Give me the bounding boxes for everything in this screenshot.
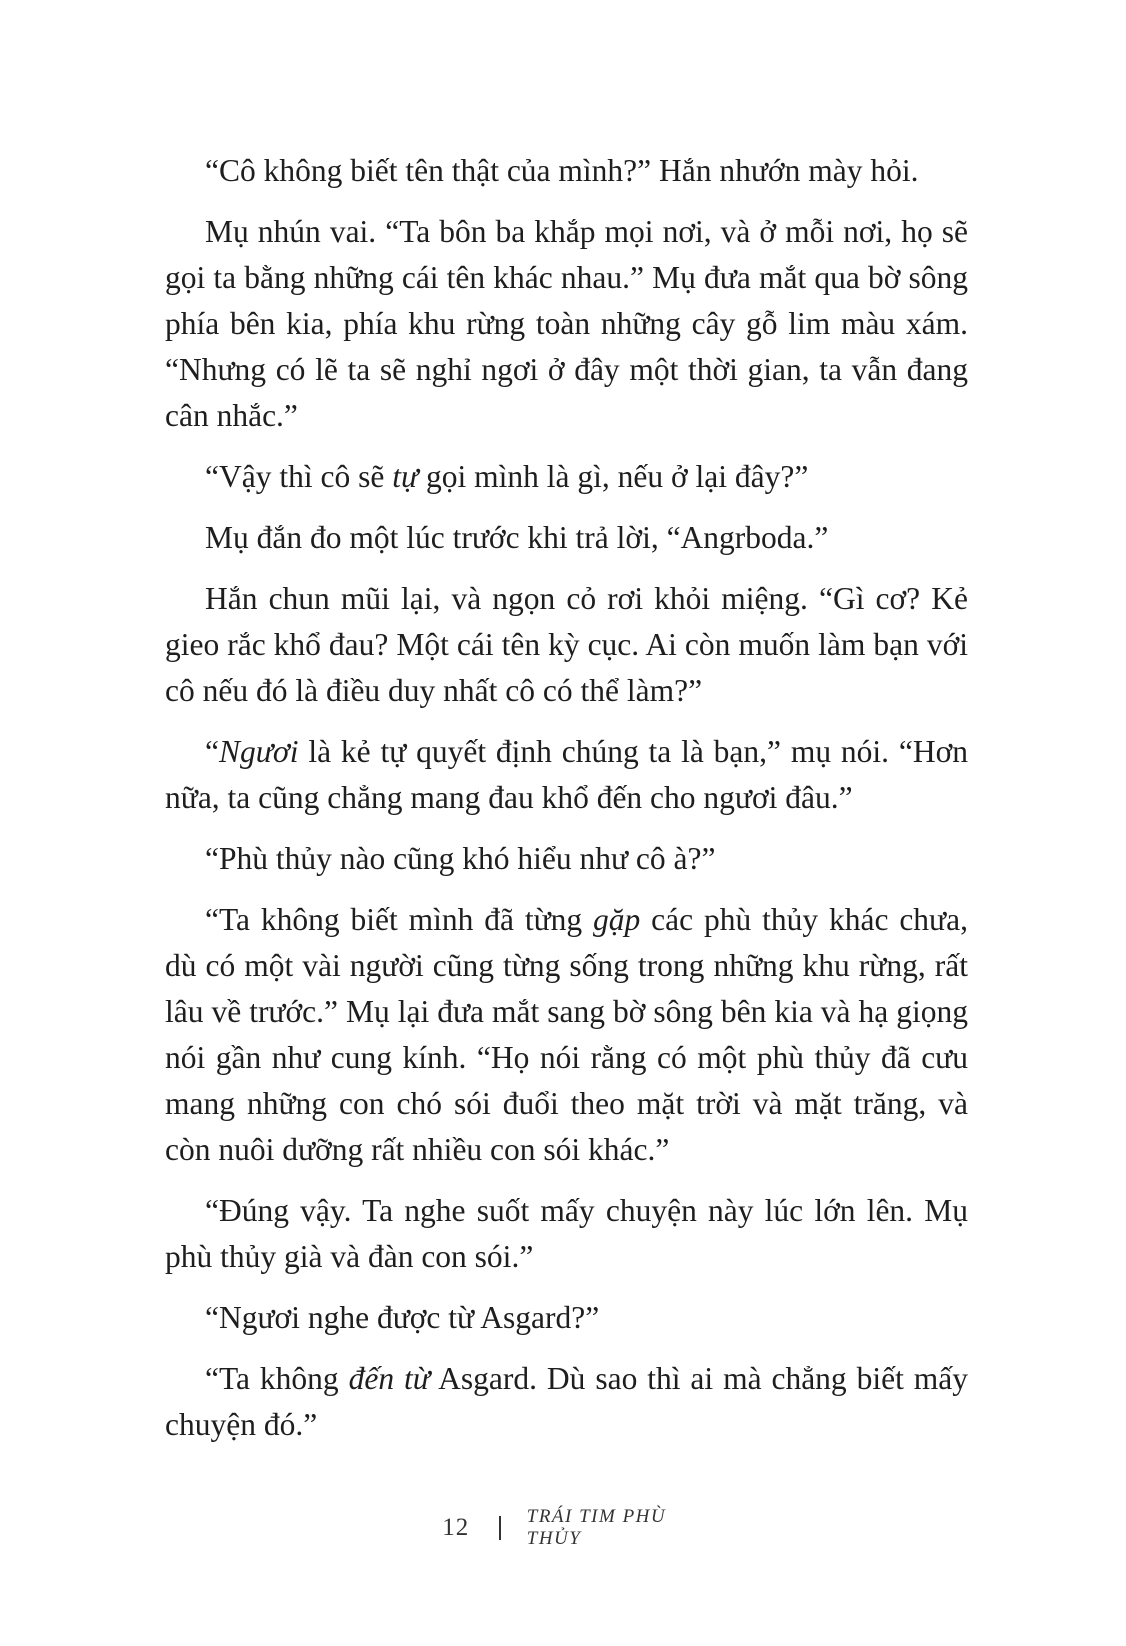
text-run: “Cô không biết tên thật của mình?” Hắn nhướn mày hỏi. [205,153,919,188]
text-run: “Phù thủy nào cũng khó hiểu như cô à?” [205,841,716,876]
text-run: các phù thủy khác chưa, dù có một vài người cũng từng sống trong những khu rừng, rất lâu về trước.” Mụ lại đưa mắt sang bờ sông bên kia và hạ giọng nói gần như cung kính. “Họ nói rằng có một phù thủy đã cưu mang những con chó sói đuổi theo mặt trời và mặt trăng, và còn nuôi dưỡng rất nhiều con sói khác.” [165,902,968,1167]
text-run: “Vậy thì cô sẽ [205,459,393,494]
text-run: “Ta không [205,1361,349,1396]
paragraph [165,576,968,714]
paragraph [165,729,968,821]
running-book-title: TRÁI TIM PHÙ THỦY [526,1506,667,1549]
text-run: Hắn chun mũi lại, và ngọn cỏ rơi khỏi miệng. “Gì cơ? Kẻ gieo rắc khổ đau? Một cái tên kỳ cục. Ai còn muốn làm bạn với cô nếu đó là điều duy nhất cô có thể làm?” [165,581,968,708]
paragraph [165,1295,968,1341]
paragraph [165,209,968,439]
paragraph [165,515,968,561]
paragraph [165,454,968,500]
text-run: gọi mình là gì, nếu ở lại đây?” [418,459,809,494]
footer-separator [499,1516,501,1540]
paragraph [165,897,968,1173]
page-footer [0,1508,1126,1548]
page-number: 12 [442,1514,470,1541]
paragraph [165,1356,968,1448]
emphasis-text: gặp [593,902,641,937]
emphasis-text: đến từ [348,1361,430,1396]
text-run: Mụ đắn đo một lúc trước khi trả lời, “Angrboda.” [205,520,829,555]
text-run: “ [205,734,219,769]
text-run: Asgard. Dù sao thì ai mà chẳng biết mấy chuyện đó.” [165,1361,968,1442]
paragraph [165,836,968,882]
paragraph [165,148,968,194]
page-body-text [165,148,968,1463]
paragraph [165,1188,968,1280]
emphasis-text: tự [392,459,419,494]
text-run: “Ngươi nghe được từ Asgard?” [205,1300,600,1335]
text-run: “Ta không biết mình đã từng [205,902,594,937]
emphasis-text: Ngươi [218,734,299,769]
text-run: là kẻ tự quyết định chúng ta là bạn,” mụ nói. “Hơn nữa, ta cũng chẳng mang đau khổ đến cho ngươi đâu.” [165,734,968,815]
text-run: Mụ nhún vai. “Ta bôn ba khắp mọi nơi, và ở mỗi nơi, họ sẽ gọi ta bằng những cái tên khác nhau.” Mụ đưa mắt qua bờ sông phía bên kia, phía khu rừng toàn những cây gỗ lim màu xám. “Nhưng có lẽ ta sẽ nghỉ ngơi ở đây một thời gian, ta vẫn đang cân nhắc.” [165,214,968,433]
text-run: “Đúng vậy. Ta nghe suốt mấy chuyện này lúc lớn lên. Mụ phù thủy già và đàn con sói.” [165,1193,968,1274]
